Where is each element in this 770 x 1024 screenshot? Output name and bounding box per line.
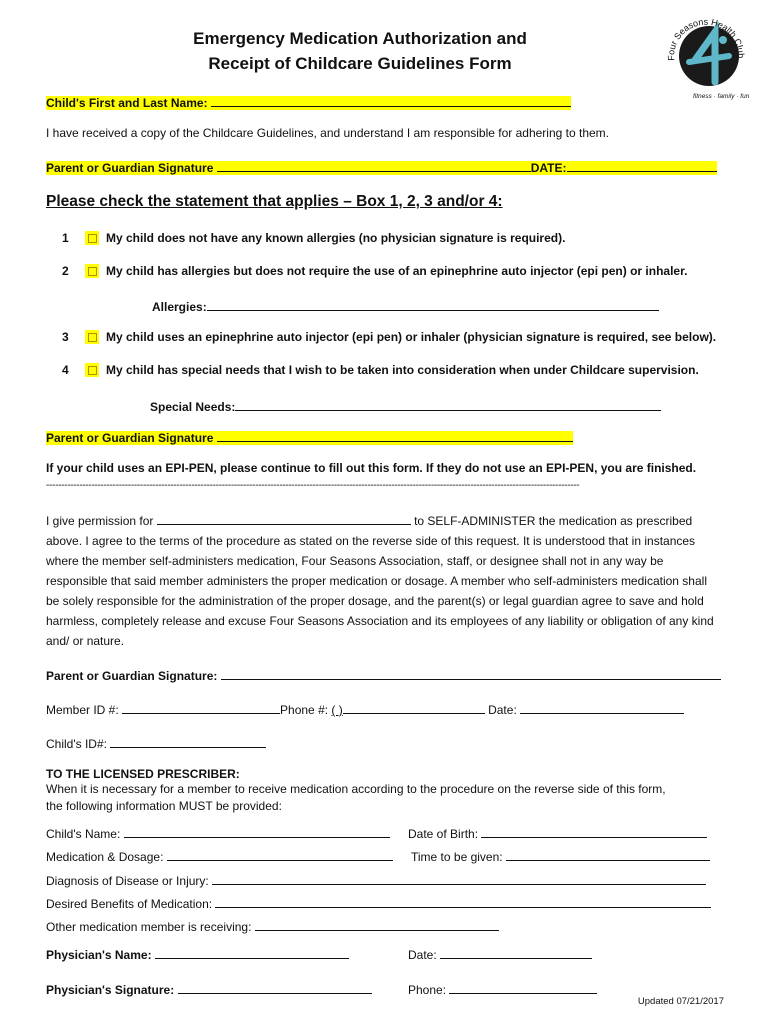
other-med-label: Other medication member is receiving: <box>46 920 252 934</box>
time-field[interactable] <box>506 847 710 861</box>
divider-line: -------------------------------------------------------------------------------------------------------------------------------------------------------------------------------- <box>46 480 580 491</box>
member-date-field[interactable] <box>520 700 684 714</box>
receipt-statement: I have received a copy of the Childcare Guidelines, and understand I am responsible for adhering to them. <box>46 126 609 140</box>
physician-date-field[interactable] <box>440 945 592 959</box>
logo-tagline: fitness · family · fun <box>693 93 750 100</box>
physician-phone-row <box>408 980 597 997</box>
diagnosis-row <box>46 871 706 888</box>
member-id-label: Member ID #: <box>46 703 119 717</box>
option-2-text: My child has allergies but does not require the use of an epinephrine auto injector (epi pen) or inhaler. <box>106 264 688 278</box>
allergies-row <box>152 297 659 314</box>
childs-name-row <box>46 824 390 841</box>
option-3-text: My child uses an epinephrine auto injector (epi pen) or inhaler (physician signature is required, see below). <box>106 330 717 344</box>
parent-signature-row-3 <box>46 666 721 683</box>
child-id-row <box>46 734 266 751</box>
physician-name-label: Physician's Name: <box>46 948 152 962</box>
child-name-row <box>46 93 571 110</box>
permission-name-field[interactable] <box>157 511 411 525</box>
special-needs-field[interactable] <box>235 397 661 411</box>
title-line-2: Receipt of Childcare Guidelines Form <box>208 54 512 73</box>
permission-paragraph <box>46 511 718 651</box>
permission-rest: to SELF-ADMINISTER the medication as prescribed <box>414 514 693 528</box>
physician-name-field[interactable] <box>155 945 349 959</box>
parent-signature-row-2 <box>46 428 573 445</box>
prescriber-heading: TO THE LICENSED PRESCRIBER: <box>46 767 240 781</box>
benefits-row <box>46 894 711 911</box>
child-id-field[interactable] <box>110 734 266 748</box>
updated-date: Updated 07/21/2017 <box>637 996 724 1007</box>
option-1-text: My child does not have any known allergies (no physician signature is required). <box>106 231 566 245</box>
child-name-field[interactable] <box>46 96 571 110</box>
permission-body: above. I agree to the terms of the procedure as stated on the reverse side of this request. It is understood that in instances where the member self-administers medication, Four Seasons Association, staff, or designee shall not in any way be responsible that said member administers the proper medication or dosage. A member who self-administers medication shall be solely responsible for the administration of the proper dosage, and the parent(s) or legal guardian agree to save and hold harmless, completely release and excuse Four Seasons Association and its employees of any liability or obligation of any kind and/ or nature. <box>46 534 714 648</box>
childs-name-label: Child's Name: <box>46 827 121 841</box>
other-med-row <box>46 917 499 934</box>
epipen-notice: If your child uses an EPI-PEN, please continue to fill out this form. If they do not use an EPI-PEN, you are finished. <box>46 461 697 475</box>
special-needs-label: Special Needs: <box>150 400 236 414</box>
parent-signature-label: Parent or Guardian Signature <box>46 161 214 175</box>
member-id-field[interactable] <box>122 700 280 714</box>
phone-label: Phone #: <box>280 703 329 717</box>
option-1-checkbox[interactable] <box>85 231 99 245</box>
member-date-label: Date: <box>488 703 517 717</box>
parent-signature-label-2: Parent or Guardian Signature <box>46 431 214 445</box>
parent-signature-row <box>46 158 717 175</box>
option-2-checkbox[interactable] <box>85 264 99 278</box>
option-4-checkbox[interactable] <box>85 363 99 377</box>
diagnosis-label: Diagnosis of Disease or Injury: <box>46 874 209 888</box>
childs-name-field[interactable] <box>124 824 390 838</box>
page-title <box>150 26 570 76</box>
logo-arc-text: Four Seasons Health Club <box>666 16 747 61</box>
child-name-label: Child's First and Last Name: <box>46 96 208 110</box>
physician-date-row <box>408 945 592 962</box>
parent-signature-field-2[interactable] <box>46 431 573 445</box>
physician-signature-field[interactable] <box>178 980 372 994</box>
other-med-field[interactable] <box>255 917 499 931</box>
parent-signature-label-3: Parent or Guardian Signature: <box>46 669 218 683</box>
option-2-number: 2 <box>62 264 69 278</box>
physician-signature-row <box>46 980 372 997</box>
option-4-number: 4 <box>62 363 69 377</box>
child-id-label: Child's ID#: <box>46 737 107 751</box>
option-3-number: 3 <box>62 330 69 344</box>
diagnosis-field[interactable] <box>212 871 706 885</box>
physician-phone-field[interactable] <box>449 980 597 994</box>
member-info-row <box>46 700 684 717</box>
parent-signature-field[interactable] <box>46 161 717 175</box>
parent-signature-field-3[interactable] <box>221 666 721 680</box>
option-1-number: 1 <box>62 231 69 245</box>
allergies-field[interactable] <box>207 297 659 311</box>
check-heading: Please check the statement that applies – Box 1, 2, 3 and/or 4: <box>46 193 503 210</box>
title-line-1: Emergency Medication Authorization and <box>193 29 527 48</box>
allergies-label: Allergies: <box>152 300 207 314</box>
special-needs-row <box>150 397 661 414</box>
benefits-label: Desired Benefits of Medication: <box>46 897 213 911</box>
dob-field[interactable] <box>481 824 707 838</box>
med-dosage-row <box>46 847 393 864</box>
date-label: DATE: <box>530 161 567 175</box>
phone-field[interactable] <box>343 700 485 714</box>
prescriber-line-2: the following information MUST be provided: <box>46 799 282 813</box>
phone-area-code-field[interactable]: ( ) <box>331 703 343 717</box>
option-3-checkbox[interactable] <box>85 330 99 344</box>
physician-date-label: Date: <box>408 948 437 962</box>
med-dosage-field[interactable] <box>167 847 393 861</box>
physician-phone-label: Phone: <box>408 983 447 997</box>
physician-name-row <box>46 945 349 962</box>
med-dosage-label: Medication & Dosage: <box>46 850 164 864</box>
physician-signature-label: Physician's Signature: <box>46 983 175 997</box>
prescriber-line-1: When it is necessary for a member to receive medication according to the procedure on the reverse side of this form, <box>46 782 666 796</box>
option-4-text: My child has special needs that I wish to be taken into consideration when under Childcare supervision. <box>106 363 699 377</box>
dob-row <box>408 824 707 841</box>
four-seasons-logo-icon <box>655 10 755 105</box>
time-label: Time to be given: <box>411 850 503 864</box>
permission-start: I give permission for <box>46 514 154 528</box>
time-row <box>411 847 710 864</box>
benefits-field[interactable] <box>215 894 711 908</box>
dob-label: Date of Birth: <box>408 827 479 841</box>
